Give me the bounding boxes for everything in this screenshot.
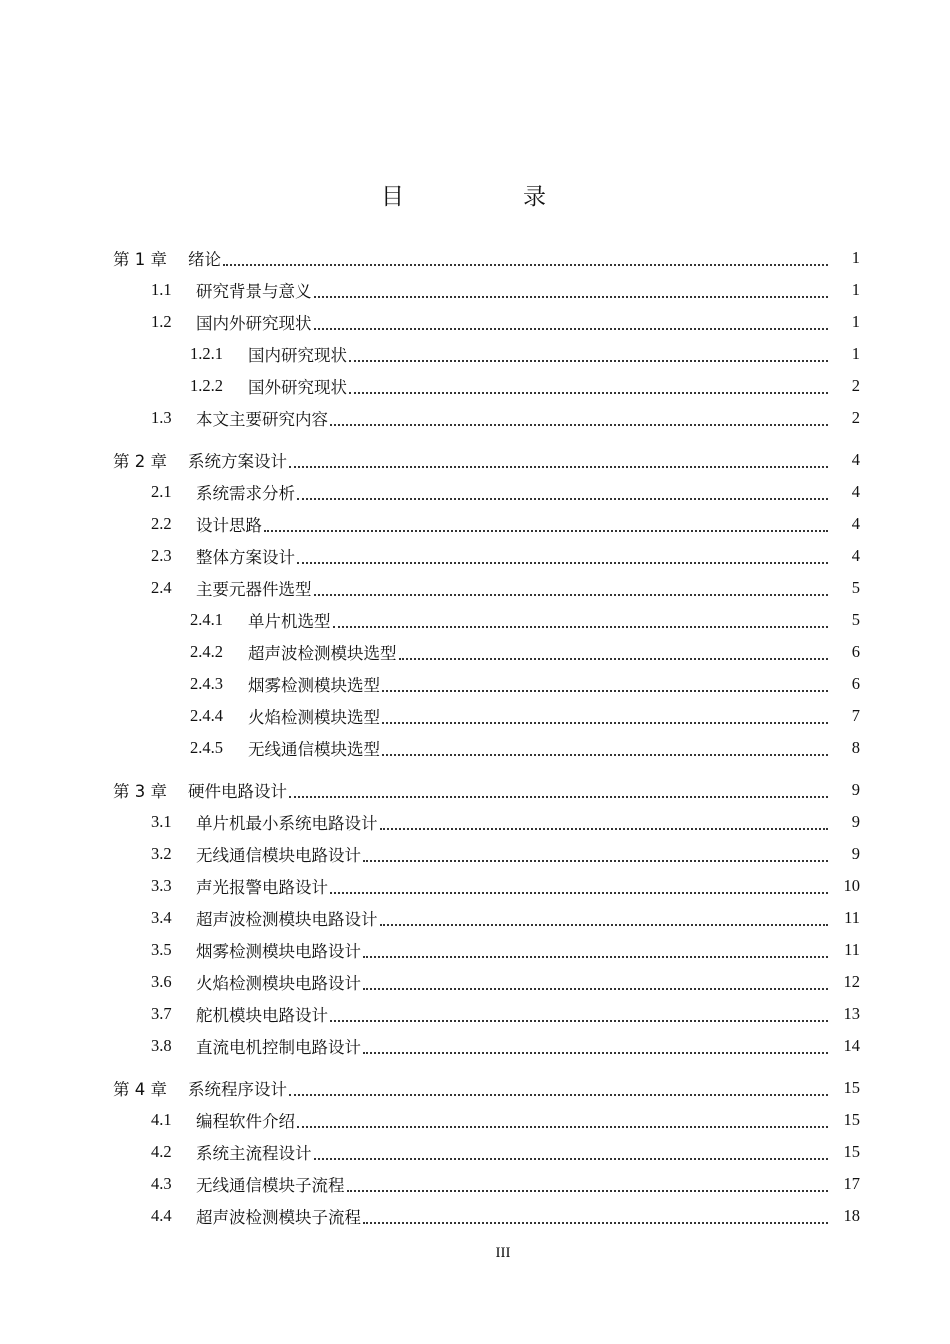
toc-entry-number: 3.1: [151, 812, 172, 831]
toc-entry-page: 6: [851, 642, 860, 661]
toc-section-entry[interactable]: [0, 733, 950, 763]
dot-leader: [349, 359, 828, 362]
toc-entry-number: 2.3: [151, 546, 172, 565]
toc-section-entry[interactable]: [0, 637, 950, 667]
toc-section-entry[interactable]: [0, 701, 950, 731]
toc-entry-title: 超声波检测模块子流程: [196, 1208, 361, 1227]
toc-entry-page: 15: [843, 1078, 860, 1097]
toc-section-entry[interactable]: [0, 839, 950, 869]
toc-entry-title: 无线通信模块子流程: [196, 1176, 345, 1195]
toc-chapter-entry[interactable]: [0, 1073, 950, 1103]
toc-entry-page: 15: [843, 1110, 860, 1129]
toc-entry-page: 8: [851, 738, 860, 757]
toc-entry-title: 编程软件介绍: [196, 1112, 295, 1131]
dot-leader: [330, 891, 828, 894]
toc-entry-page: 1: [851, 280, 860, 299]
toc-entry-number: 1.2.1: [190, 344, 223, 363]
toc-entry-title: 无线通信模块电路设计: [196, 846, 361, 865]
toc-entry-page: 7: [851, 706, 860, 725]
toc-entry-number: 2.2: [151, 514, 172, 533]
toc-entry-number: 3.3: [151, 876, 172, 895]
toc-entry-number: 3.2: [151, 844, 172, 863]
toc-entry-title: 舵机模块电路设计: [196, 1006, 328, 1025]
toc-entry-title: 系统方案设计: [188, 452, 287, 471]
toc-entry-number: 2.1: [151, 482, 172, 501]
toc-entry-title: 单片机选型: [248, 612, 331, 631]
dot-leader: [289, 795, 828, 798]
toc-entry-page: 11: [844, 908, 860, 927]
toc-entry-number: 第 1 章: [113, 250, 167, 269]
toc-entry-page: 6: [851, 674, 860, 693]
toc-entry-title: 火焰检测模块电路设计: [196, 974, 361, 993]
toc-entry-number: 第 4 章: [113, 1080, 167, 1099]
dot-leader: [314, 593, 829, 596]
toc-chapter-entry[interactable]: [0, 243, 950, 273]
toc-entry-title: 国内外研究现状: [196, 314, 312, 333]
toc-entry-number: 2.4.5: [190, 738, 223, 757]
toc-entry-title: 系统主流程设计: [196, 1144, 312, 1163]
toc-entry-number: 4.3: [151, 1174, 172, 1193]
toc-entry-title: 整体方案设计: [196, 548, 295, 567]
dot-leader: [314, 295, 829, 298]
toc-entry-number: 1.2: [151, 312, 172, 331]
toc-entry-title: 本文主要研究内容: [196, 410, 328, 429]
toc-entry-page: 5: [851, 610, 860, 629]
dot-leader: [382, 689, 828, 692]
dot-leader: [363, 1051, 828, 1054]
toc-entry-page: 1: [851, 344, 860, 363]
toc-entry-page: 4: [851, 514, 860, 533]
toc-entry-title: 烟雾检测模块电路设计: [196, 942, 361, 961]
dot-leader: [363, 859, 828, 862]
dot-leader: [399, 657, 829, 660]
toc-entry-number: 4.1: [151, 1110, 172, 1129]
toc-entry-number: 3.6: [151, 972, 172, 991]
dot-leader: [289, 1093, 828, 1096]
toc-entry-page: 4: [851, 450, 860, 469]
toc-entry-number: 3.5: [151, 940, 172, 959]
toc-section-entry[interactable]: [0, 871, 950, 901]
toc-entry-number: 1.3: [151, 408, 172, 427]
dot-leader: [314, 1157, 829, 1160]
toc-entry-page: 2: [851, 408, 860, 427]
dot-leader: [363, 1221, 828, 1224]
toc-entry-page: 11: [844, 940, 860, 959]
toc-entry-number: 3.7: [151, 1004, 172, 1023]
toc-entry-number: 4.4: [151, 1206, 172, 1225]
toc-chapter-entry[interactable]: [0, 445, 950, 475]
dot-leader: [297, 497, 828, 500]
toc-entry-page: 4: [851, 482, 860, 501]
toc-section-entry[interactable]: [0, 669, 950, 699]
toc-section-entry[interactable]: [0, 403, 950, 433]
toc-entry-title: 国外研究现状: [248, 378, 347, 397]
toc-entry-page: 15: [843, 1142, 860, 1161]
toc-entry-title: 系统程序设计: [188, 1080, 287, 1099]
toc-entry-title: 单片机最小系统电路设计: [196, 814, 378, 833]
toc-entry-title: 硬件电路设计: [188, 782, 287, 801]
toc-entry-number: 1.1: [151, 280, 172, 299]
toc-section-entry[interactable]: [0, 935, 950, 965]
toc-entry-page: 10: [843, 876, 860, 895]
toc-section-entry[interactable]: [0, 339, 950, 369]
dot-leader: [289, 465, 828, 468]
toc-section-entry[interactable]: [0, 307, 950, 337]
toc-section-entry[interactable]: [0, 477, 950, 507]
page-title: 目 录: [381, 184, 594, 210]
dot-leader: [382, 753, 828, 756]
toc-entry-number: 2.4.2: [190, 642, 223, 661]
toc-entry-number: 第 3 章: [113, 782, 167, 801]
dot-leader: [347, 1189, 829, 1192]
toc-entry-page: 4: [851, 546, 860, 565]
toc-entry-title: 国内研究现状: [248, 346, 347, 365]
toc-entry-title: 超声波检测模块选型: [248, 644, 397, 663]
toc-entry-title: 主要元器件选型: [196, 580, 312, 599]
dot-leader: [264, 529, 828, 532]
dot-leader: [297, 561, 828, 564]
toc-entry-number: 2.4.4: [190, 706, 223, 725]
dot-leader: [330, 1019, 828, 1022]
footer-page-number: III: [495, 1245, 511, 1261]
toc-section-entry[interactable]: [0, 1031, 950, 1061]
toc-entry-title: 烟雾检测模块选型: [248, 676, 380, 695]
toc-entry-page: 2: [851, 376, 860, 395]
dot-leader: [380, 923, 829, 926]
toc-chapter-entry[interactable]: [0, 775, 950, 805]
toc-section-entry[interactable]: [0, 967, 950, 997]
toc-section-entry[interactable]: [0, 1201, 950, 1231]
toc-entry-page: 12: [843, 972, 860, 991]
toc-entry-page: 18: [843, 1206, 860, 1225]
toc-entry-title: 绪论: [188, 250, 221, 269]
toc-entry-number: 3.4: [151, 908, 172, 927]
toc-entry-number: 2.4.3: [190, 674, 223, 693]
toc-section-entry[interactable]: [0, 541, 950, 571]
toc-entry-page: 9: [851, 844, 860, 863]
toc-entry-title: 声光报警电路设计: [196, 878, 328, 897]
toc-entry-title: 设计思路: [196, 516, 262, 535]
dot-leader: [363, 987, 828, 990]
dot-leader: [330, 423, 828, 426]
toc-section-entry[interactable]: [0, 275, 950, 305]
toc-entry-page: 13: [843, 1004, 860, 1023]
toc-entry-page: 1: [851, 312, 860, 331]
toc-section-entry[interactable]: [0, 1105, 950, 1135]
toc-section-entry[interactable]: [0, 999, 950, 1029]
toc-entry-title: 系统需求分析: [196, 484, 295, 503]
toc-section-entry[interactable]: [0, 371, 950, 401]
dot-leader: [380, 827, 829, 830]
toc-entry-page: 5: [851, 578, 860, 597]
dot-leader: [223, 263, 828, 266]
toc-entry-number: 3.8: [151, 1036, 172, 1055]
toc-entry-title: 研究背景与意义: [196, 282, 312, 301]
dot-leader: [349, 391, 828, 394]
toc-section-entry[interactable]: [0, 509, 950, 539]
toc-section-entry[interactable]: [0, 1137, 950, 1167]
toc-section-entry[interactable]: [0, 903, 950, 933]
dot-leader: [314, 327, 829, 330]
toc-entry-title: 超声波检测模块电路设计: [196, 910, 378, 929]
toc-entry-page: 9: [851, 812, 860, 831]
dot-leader: [297, 1125, 828, 1128]
toc-entry-page: 9: [851, 780, 860, 799]
toc-entry-page: 17: [843, 1174, 860, 1193]
toc-entry-number: 2.4: [151, 578, 172, 597]
toc-section-entry[interactable]: [0, 573, 950, 603]
toc-entry-number: 1.2.2: [190, 376, 223, 395]
dot-leader: [382, 721, 828, 724]
toc-entry-page: 14: [843, 1036, 860, 1055]
toc-entry-title: 直流电机控制电路设计: [196, 1038, 361, 1057]
toc-entry-number: 4.2: [151, 1142, 172, 1161]
toc-section-entry[interactable]: [0, 807, 950, 837]
toc-section-entry[interactable]: [0, 1169, 950, 1199]
toc-entry-number: 2.4.1: [190, 610, 223, 629]
dot-leader: [333, 625, 829, 628]
dot-leader: [363, 955, 828, 958]
toc-entry-title: 火焰检测模块选型: [248, 708, 380, 727]
toc-entry-number: 第 2 章: [113, 452, 167, 471]
toc-section-entry[interactable]: [0, 605, 950, 635]
toc-entry-title: 无线通信模块选型: [248, 740, 380, 759]
toc-entry-page: 1: [851, 248, 860, 267]
